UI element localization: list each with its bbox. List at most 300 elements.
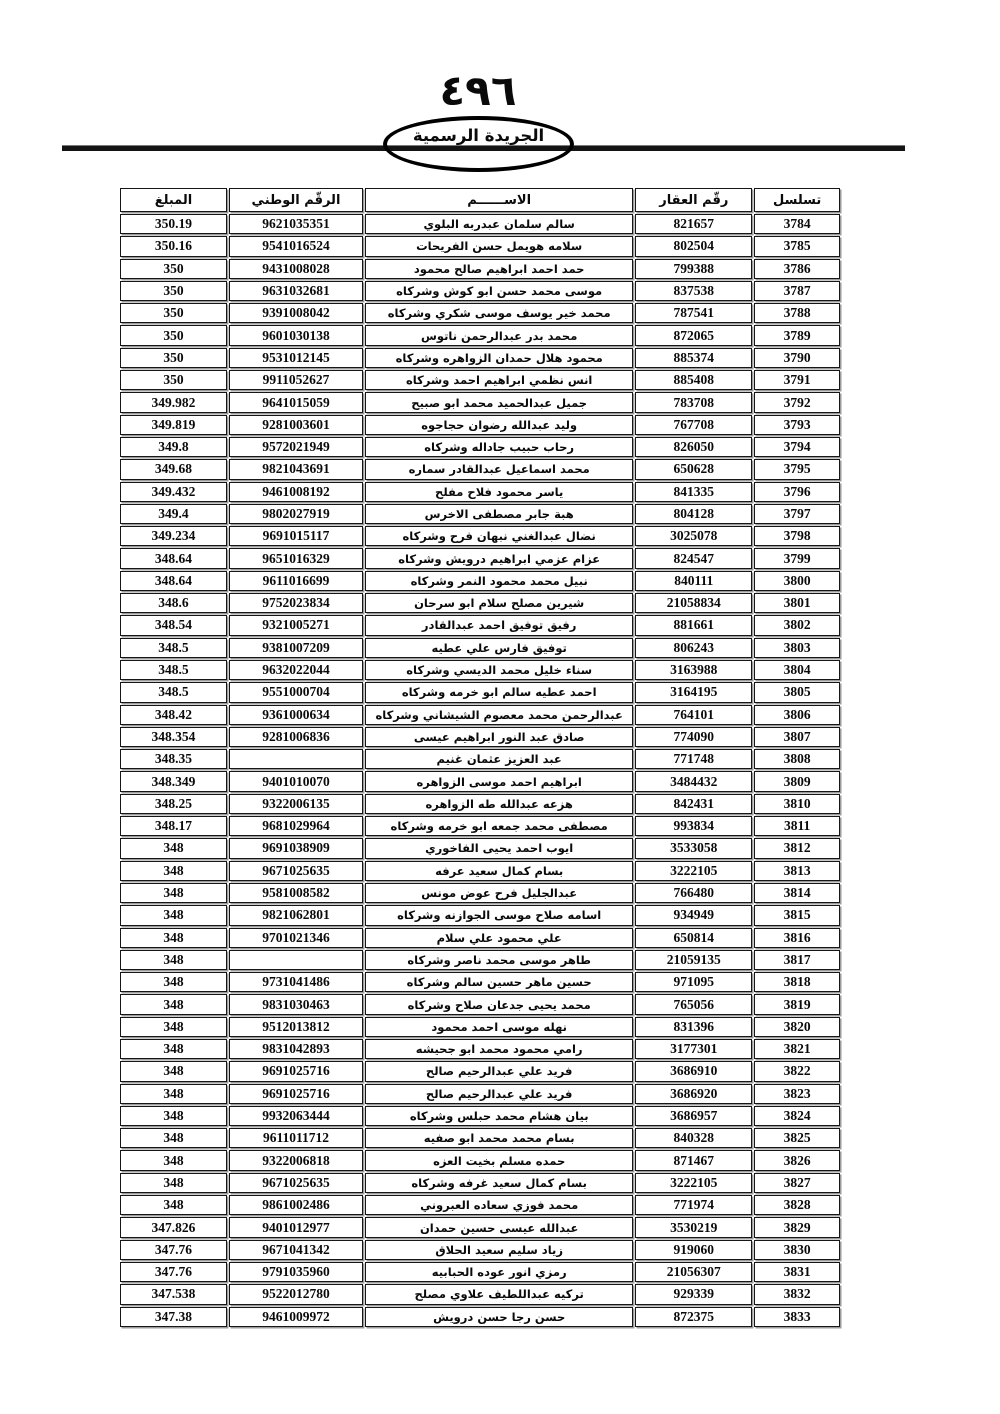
cell-serial: 3786 bbox=[754, 259, 840, 279]
cell-property-number: 774090 bbox=[635, 727, 752, 747]
table-row bbox=[120, 392, 840, 412]
cell-property-number: 993834 bbox=[635, 816, 752, 836]
cell-property-number: 650628 bbox=[635, 459, 752, 479]
cell-serial: 3819 bbox=[754, 994, 840, 1014]
cell-name: اسامه صلاح موسى الجوازنه وشركاه bbox=[365, 905, 633, 925]
cell-national-number: 9691015117 bbox=[229, 526, 363, 546]
cell-amount: 349.8 bbox=[120, 437, 227, 457]
cell-amount: 348 bbox=[120, 972, 227, 992]
cell-national-number: 9321005271 bbox=[229, 615, 363, 635]
cell-national-number: 9611011712 bbox=[229, 1128, 363, 1148]
cell-amount: 348 bbox=[120, 861, 227, 881]
cell-name: رمزي انور عوده الحبابيه bbox=[365, 1262, 633, 1282]
cell-serial: 3817 bbox=[754, 950, 840, 970]
cell-property-number: 841335 bbox=[635, 482, 752, 502]
table-row bbox=[120, 526, 840, 546]
cell-national-number: 9461009972 bbox=[229, 1307, 363, 1327]
cell-name: حسن رجا حسن درويش bbox=[365, 1307, 633, 1327]
table-row bbox=[120, 1084, 840, 1104]
cell-amount: 350 bbox=[120, 303, 227, 323]
table-row bbox=[120, 638, 840, 658]
cell-serial: 3826 bbox=[754, 1150, 840, 1170]
table-row bbox=[120, 459, 840, 479]
cell-national-number: 9281003601 bbox=[229, 415, 363, 435]
cell-name: حمده مسلم بخيت العزه bbox=[365, 1150, 633, 1170]
table-row bbox=[120, 303, 840, 323]
cell-serial: 3788 bbox=[754, 303, 840, 323]
cell-serial: 3825 bbox=[754, 1128, 840, 1148]
cell-national-number: 9391008042 bbox=[229, 303, 363, 323]
cell-property-number: 881661 bbox=[635, 615, 752, 635]
cell-serial: 3785 bbox=[754, 236, 840, 256]
cell-national-number: 9932063444 bbox=[229, 1106, 363, 1126]
cell-national-number: 9671025635 bbox=[229, 1173, 363, 1193]
table-row bbox=[120, 928, 840, 948]
cell-serial: 3789 bbox=[754, 325, 840, 345]
cell-name: حسين ماهر حسين سالم وشركاه bbox=[365, 972, 633, 992]
table-row bbox=[120, 883, 840, 903]
cell-national-number: 9691038909 bbox=[229, 838, 363, 858]
cell-serial: 3821 bbox=[754, 1039, 840, 1059]
cell-national-number: 9522012780 bbox=[229, 1284, 363, 1304]
cell-serial: 3803 bbox=[754, 638, 840, 658]
cell-property-number: 771748 bbox=[635, 749, 752, 769]
cell-property-number: 837538 bbox=[635, 281, 752, 301]
cell-amount: 348 bbox=[120, 883, 227, 903]
cell-name: وليد عبدالله رضوان حجاجوه bbox=[365, 415, 633, 435]
table-row bbox=[120, 905, 840, 925]
cell-serial: 3813 bbox=[754, 861, 840, 881]
cell-national-number: 9861002486 bbox=[229, 1195, 363, 1215]
cell-national-number: 9531012145 bbox=[229, 348, 363, 368]
cell-name: محمد بدر عبدالرحمن ناتوس bbox=[365, 325, 633, 345]
cell-amount: 350 bbox=[120, 325, 227, 345]
cell-amount: 347.38 bbox=[120, 1307, 227, 1327]
cell-property-number: 929339 bbox=[635, 1284, 752, 1304]
cell-property-number: 3686957 bbox=[635, 1106, 752, 1126]
cell-serial: 3814 bbox=[754, 883, 840, 903]
cell-property-number: 872375 bbox=[635, 1307, 752, 1327]
cell-national-number: 9322006135 bbox=[229, 794, 363, 814]
cell-amount: 347.538 bbox=[120, 1284, 227, 1304]
table-row bbox=[120, 816, 840, 836]
table-row bbox=[120, 705, 840, 725]
table-row bbox=[120, 1128, 840, 1148]
table-row bbox=[120, 1061, 840, 1081]
cell-national-number: 9802027919 bbox=[229, 504, 363, 524]
cell-property-number: 804128 bbox=[635, 504, 752, 524]
cell-name: فريد علي عبدالرحيم صالح bbox=[365, 1061, 633, 1081]
table-row bbox=[120, 281, 840, 301]
cell-amount: 348 bbox=[120, 1128, 227, 1148]
cell-serial: 3831 bbox=[754, 1262, 840, 1282]
cell-amount: 348.64 bbox=[120, 548, 227, 568]
cell-name: طاهر موسى محمد ناصر وشركاه bbox=[365, 950, 633, 970]
cell-national-number: 9791035960 bbox=[229, 1262, 363, 1282]
cell-property-number: 821657 bbox=[635, 214, 752, 234]
table-row bbox=[120, 727, 840, 747]
gazette-banner-ellipse bbox=[383, 116, 574, 172]
cell-name: عبد العزيز عثمان غنيم bbox=[365, 749, 633, 769]
cell-serial: 3811 bbox=[754, 816, 840, 836]
cell-name: بسام كمال سعيد عرفه bbox=[365, 861, 633, 881]
cell-national-number: 9401010070 bbox=[229, 771, 363, 791]
cell-serial: 3801 bbox=[754, 593, 840, 613]
table-row bbox=[120, 214, 840, 234]
cell-national-number: 9361000634 bbox=[229, 705, 363, 725]
cell-national-number: 9572021949 bbox=[229, 437, 363, 457]
header-property-number: رقّم العقار bbox=[635, 188, 752, 212]
cell-amount: 348.5 bbox=[120, 638, 227, 658]
cell-national-number: 9691025716 bbox=[229, 1061, 363, 1081]
cell-national-number: 9631032681 bbox=[229, 281, 363, 301]
cell-property-number: 971095 bbox=[635, 972, 752, 992]
table-row bbox=[120, 348, 840, 368]
cell-serial: 3806 bbox=[754, 705, 840, 725]
table-row bbox=[120, 325, 840, 345]
cell-serial: 3800 bbox=[754, 571, 840, 591]
cell-serial: 3791 bbox=[754, 370, 840, 390]
table-row bbox=[120, 660, 840, 680]
cell-national-number: 9431008028 bbox=[229, 259, 363, 279]
cell-amount: 348.42 bbox=[120, 705, 227, 725]
cell-property-number: 766480 bbox=[635, 883, 752, 903]
cell-serial: 3830 bbox=[754, 1240, 840, 1260]
cell-amount: 350 bbox=[120, 259, 227, 279]
cell-name: موسى محمد حسن ابو كوش وشركاه bbox=[365, 281, 633, 301]
cell-amount: 348 bbox=[120, 1106, 227, 1126]
cell-name: عبدالجليل فرح عوض مونس bbox=[365, 883, 633, 903]
cell-name: تركيه عبداللطيف علاوي مصلح bbox=[365, 1284, 633, 1304]
cell-property-number: 840111 bbox=[635, 571, 752, 591]
cell-property-number: 885408 bbox=[635, 370, 752, 390]
cell-property-number: 3686920 bbox=[635, 1084, 752, 1104]
table-row bbox=[120, 1173, 840, 1193]
cell-name: نهله موسى احمد محمود bbox=[365, 1017, 633, 1037]
table-row bbox=[120, 1195, 840, 1215]
cell-serial: 3802 bbox=[754, 615, 840, 635]
cell-national-number: 9461008192 bbox=[229, 482, 363, 502]
table-row bbox=[120, 1039, 840, 1059]
table-body bbox=[120, 214, 840, 1327]
cell-amount: 348.17 bbox=[120, 816, 227, 836]
cell-property-number: 3530219 bbox=[635, 1217, 752, 1237]
table-row bbox=[120, 950, 840, 970]
cell-national-number: 9821043691 bbox=[229, 459, 363, 479]
table-header-row bbox=[120, 188, 840, 212]
cell-amount: 348 bbox=[120, 1084, 227, 1104]
header-name: الاســــــم bbox=[365, 188, 633, 212]
cell-serial: 3807 bbox=[754, 727, 840, 747]
cell-property-number: 21056307 bbox=[635, 1262, 752, 1282]
cell-amount: 348 bbox=[120, 1195, 227, 1215]
cell-amount: 348 bbox=[120, 1039, 227, 1059]
table-row bbox=[120, 548, 840, 568]
table-row bbox=[120, 861, 840, 881]
cell-national-number: 9581008582 bbox=[229, 883, 363, 903]
cell-amount: 349.432 bbox=[120, 482, 227, 502]
cell-name: محمد خير يوسف موسى شكري وشركاه bbox=[365, 303, 633, 323]
cell-property-number: 934949 bbox=[635, 905, 752, 925]
cell-serial: 3804 bbox=[754, 660, 840, 680]
table-row bbox=[120, 615, 840, 635]
cell-name: هزعه عبدالله طه الزواهره bbox=[365, 794, 633, 814]
records-table bbox=[118, 186, 842, 1329]
cell-national-number: 9752023834 bbox=[229, 593, 363, 613]
cell-national-number: 9651016329 bbox=[229, 548, 363, 568]
cell-property-number: 806243 bbox=[635, 638, 752, 658]
cell-serial: 3794 bbox=[754, 437, 840, 457]
cell-amount: 348.35 bbox=[120, 749, 227, 769]
cell-serial: 3820 bbox=[754, 1017, 840, 1037]
cell-serial: 3824 bbox=[754, 1106, 840, 1126]
cell-property-number: 919060 bbox=[635, 1240, 752, 1260]
table-row bbox=[120, 1240, 840, 1260]
cell-national-number: 9322006818 bbox=[229, 1150, 363, 1170]
table-header bbox=[120, 188, 840, 212]
cell-amount: 348.354 bbox=[120, 727, 227, 747]
cell-name: عبدالله عيسى حسين حمدان bbox=[365, 1217, 633, 1237]
cell-serial: 3815 bbox=[754, 905, 840, 925]
cell-amount: 348.5 bbox=[120, 660, 227, 680]
table-row bbox=[120, 1217, 840, 1237]
header-serial: تسلسل bbox=[754, 188, 840, 212]
cell-amount: 349.819 bbox=[120, 415, 227, 435]
cell-property-number: 767708 bbox=[635, 415, 752, 435]
cell-national-number: 9681029964 bbox=[229, 816, 363, 836]
cell-serial: 3808 bbox=[754, 749, 840, 769]
cell-property-number: 824547 bbox=[635, 548, 752, 568]
cell-amount: 348.64 bbox=[120, 571, 227, 591]
cell-national-number: 9541016524 bbox=[229, 236, 363, 256]
cell-national-number: 9671041342 bbox=[229, 1240, 363, 1260]
cell-national-number: 9611016699 bbox=[229, 571, 363, 591]
table-row bbox=[120, 994, 840, 1014]
cell-serial: 3784 bbox=[754, 214, 840, 234]
cell-amount: 347.76 bbox=[120, 1262, 227, 1282]
cell-name: انس نظمي ابراهيم احمد وشركاه bbox=[365, 370, 633, 390]
cell-property-number: 3163988 bbox=[635, 660, 752, 680]
cell-name: نبيل محمد محمود النمر وشركاه bbox=[365, 571, 633, 591]
cell-serial: 3795 bbox=[754, 459, 840, 479]
table-row bbox=[120, 593, 840, 613]
cell-national-number: 9512013812 bbox=[229, 1017, 363, 1037]
cell-name: سلامه هويمل حسن الفريحات bbox=[365, 236, 633, 256]
cell-property-number: 3484432 bbox=[635, 771, 752, 791]
table-row bbox=[120, 236, 840, 256]
cell-national-number: 9601030138 bbox=[229, 325, 363, 345]
cell-national-number: 9401012977 bbox=[229, 1217, 363, 1237]
cell-property-number: 650814 bbox=[635, 928, 752, 948]
cell-property-number: 840328 bbox=[635, 1128, 752, 1148]
cell-national-number: 9621035351 bbox=[229, 214, 363, 234]
cell-amount: 348 bbox=[120, 994, 227, 1014]
cell-name: ياسر محمود فلاح مفلح bbox=[365, 482, 633, 502]
cell-amount: 347.826 bbox=[120, 1217, 227, 1237]
cell-name: مصطفى محمد جمعه ابو خرمه وشركاه bbox=[365, 816, 633, 836]
cell-national-number: 9691025716 bbox=[229, 1084, 363, 1104]
cell-property-number: 3686910 bbox=[635, 1061, 752, 1081]
table-row bbox=[120, 794, 840, 814]
cell-property-number: 771974 bbox=[635, 1195, 752, 1215]
cell-name: بسام محمد محمد ابو صفيه bbox=[365, 1128, 633, 1148]
table-row bbox=[120, 415, 840, 435]
cell-serial: 3790 bbox=[754, 348, 840, 368]
cell-name: عبدالرحمن محمد معصوم الشيشاني وشركاه bbox=[365, 705, 633, 725]
cell-serial: 3810 bbox=[754, 794, 840, 814]
cell-property-number: 3533058 bbox=[635, 838, 752, 858]
cell-national-number: 9731041486 bbox=[229, 972, 363, 992]
cell-amount: 349.982 bbox=[120, 392, 227, 412]
cell-property-number: 871467 bbox=[635, 1150, 752, 1170]
table-row bbox=[120, 259, 840, 279]
table-row bbox=[120, 370, 840, 390]
cell-amount: 348 bbox=[120, 950, 227, 970]
cell-national-number: 9821062801 bbox=[229, 905, 363, 925]
cell-serial: 3829 bbox=[754, 1217, 840, 1237]
table-row bbox=[120, 504, 840, 524]
cell-national-number: 9831042893 bbox=[229, 1039, 363, 1059]
cell-amount: 350 bbox=[120, 370, 227, 390]
cell-serial: 3799 bbox=[754, 548, 840, 568]
cell-property-number: 3177301 bbox=[635, 1039, 752, 1059]
cell-serial: 3827 bbox=[754, 1173, 840, 1193]
cell-national-number: 9281006836 bbox=[229, 727, 363, 747]
cell-name: رحاب حبيب جاداله وشركاه bbox=[365, 437, 633, 457]
table-row bbox=[120, 838, 840, 858]
cell-amount: 350.19 bbox=[120, 214, 227, 234]
cell-property-number: 21059135 bbox=[635, 950, 752, 970]
cell-property-number: 799388 bbox=[635, 259, 752, 279]
cell-amount: 348 bbox=[120, 928, 227, 948]
cell-name: محمد يحيى جدعان صلاح وشركاه bbox=[365, 994, 633, 1014]
cell-serial: 3833 bbox=[754, 1307, 840, 1327]
cell-name: رامي محمود محمد ابو جحيشه bbox=[365, 1039, 633, 1059]
cell-serial: 3812 bbox=[754, 838, 840, 858]
table-row bbox=[120, 1150, 840, 1170]
cell-amount: 350 bbox=[120, 348, 227, 368]
records-table-wrap bbox=[118, 186, 842, 1329]
table-row bbox=[120, 1307, 840, 1327]
cell-name: بسام كمال سعيد غرفه وشركاه bbox=[365, 1173, 633, 1193]
cell-serial: 3816 bbox=[754, 928, 840, 948]
cell-serial: 3832 bbox=[754, 1284, 840, 1304]
cell-national-number bbox=[229, 749, 363, 769]
cell-name: ايوب احمد يحيى الفاخوري bbox=[365, 838, 633, 858]
table-row bbox=[120, 682, 840, 702]
cell-serial: 3787 bbox=[754, 281, 840, 301]
cell-amount: 348.54 bbox=[120, 615, 227, 635]
cell-name: سناء خليل محمد الديسي وشركاه bbox=[365, 660, 633, 680]
cell-property-number: 783708 bbox=[635, 392, 752, 412]
cell-serial: 3828 bbox=[754, 1195, 840, 1215]
cell-national-number: 9911052627 bbox=[229, 370, 363, 390]
table-row bbox=[120, 482, 840, 502]
cell-amount: 348.5 bbox=[120, 682, 227, 702]
cell-amount: 348.349 bbox=[120, 771, 227, 791]
cell-serial: 3822 bbox=[754, 1061, 840, 1081]
cell-property-number: 872065 bbox=[635, 325, 752, 345]
table-row bbox=[120, 771, 840, 791]
cell-property-number: 885374 bbox=[635, 348, 752, 368]
cell-national-number: 9551000704 bbox=[229, 682, 363, 702]
cell-serial: 3793 bbox=[754, 415, 840, 435]
cell-property-number: 764101 bbox=[635, 705, 752, 725]
cell-national-number: 9671025635 bbox=[229, 861, 363, 881]
table-row bbox=[120, 749, 840, 769]
cell-name: علي محمود علي سلام bbox=[365, 928, 633, 948]
cell-amount: 348 bbox=[120, 1061, 227, 1081]
cell-amount: 348 bbox=[120, 1017, 227, 1037]
table-row bbox=[120, 437, 840, 457]
page-number: ٤٩٦ bbox=[439, 66, 517, 115]
cell-name: سالم سلمان عبدربه البلوي bbox=[365, 214, 633, 234]
cell-serial: 3796 bbox=[754, 482, 840, 502]
cell-name: زياد سليم سعيد الحلاق bbox=[365, 1240, 633, 1260]
cell-property-number: 21058834 bbox=[635, 593, 752, 613]
table-row bbox=[120, 1017, 840, 1037]
cell-name: صادق عبد النور ابراهيم عيسى bbox=[365, 727, 633, 747]
cell-name: توفيق فارس علي عطيه bbox=[365, 638, 633, 658]
cell-amount: 348 bbox=[120, 838, 227, 858]
cell-amount: 348 bbox=[120, 1173, 227, 1193]
header-amount: المبلغ bbox=[120, 188, 227, 212]
table-row bbox=[120, 1284, 840, 1304]
cell-name: ابراهيم احمد موسى الزواهره bbox=[365, 771, 633, 791]
cell-property-number: 831396 bbox=[635, 1017, 752, 1037]
cell-serial: 3792 bbox=[754, 392, 840, 412]
gazette-banner-title: الجريدة الرسمية bbox=[412, 126, 545, 145]
cell-property-number: 765056 bbox=[635, 994, 752, 1014]
cell-amount: 349.68 bbox=[120, 459, 227, 479]
cell-name: فريد علي عبدالرحيم صالح bbox=[365, 1084, 633, 1104]
cell-property-number: 3222105 bbox=[635, 861, 752, 881]
cell-property-number: 826050 bbox=[635, 437, 752, 457]
cell-name: بيان هشام محمد حبلس وشركاه bbox=[365, 1106, 633, 1126]
cell-name: نضال عبدالغني نبهان فرح وشركاه bbox=[365, 526, 633, 546]
cell-national-number: 9632022044 bbox=[229, 660, 363, 680]
table-row bbox=[120, 972, 840, 992]
cell-amount: 349.234 bbox=[120, 526, 227, 546]
cell-property-number: 787541 bbox=[635, 303, 752, 323]
cell-amount: 349.4 bbox=[120, 504, 227, 524]
cell-serial: 3809 bbox=[754, 771, 840, 791]
cell-name: هبة جابر مصطفى الاخرس bbox=[365, 504, 633, 524]
cell-name: جميل عبدالحميد محمد ابو صبيح bbox=[365, 392, 633, 412]
cell-property-number: 842431 bbox=[635, 794, 752, 814]
cell-amount: 348.25 bbox=[120, 794, 227, 814]
table-row bbox=[120, 1106, 840, 1126]
cell-serial: 3805 bbox=[754, 682, 840, 702]
cell-name: شيرين مصلح سلام ابو سرحان bbox=[365, 593, 633, 613]
cell-national-number: 9701021346 bbox=[229, 928, 363, 948]
cell-name: محمد فوزي سعاده العبروني bbox=[365, 1195, 633, 1215]
cell-national-number bbox=[229, 950, 363, 970]
cell-amount: 348 bbox=[120, 1150, 227, 1170]
cell-national-number: 9641015059 bbox=[229, 392, 363, 412]
cell-amount: 347.76 bbox=[120, 1240, 227, 1260]
cell-name: عزام عزمي ابراهيم درويش وشركاه bbox=[365, 548, 633, 568]
cell-property-number: 3025078 bbox=[635, 526, 752, 546]
cell-name: احمد عطيه سالم ابو خرمه وشركاه bbox=[365, 682, 633, 702]
cell-serial: 3797 bbox=[754, 504, 840, 524]
table-row bbox=[120, 1262, 840, 1282]
cell-national-number: 9381007209 bbox=[229, 638, 363, 658]
cell-amount: 348 bbox=[120, 905, 227, 925]
cell-property-number: 3222105 bbox=[635, 1173, 752, 1193]
cell-amount: 350 bbox=[120, 281, 227, 301]
cell-name: محمود هلال حمدان الزواهره وشركاه bbox=[365, 348, 633, 368]
